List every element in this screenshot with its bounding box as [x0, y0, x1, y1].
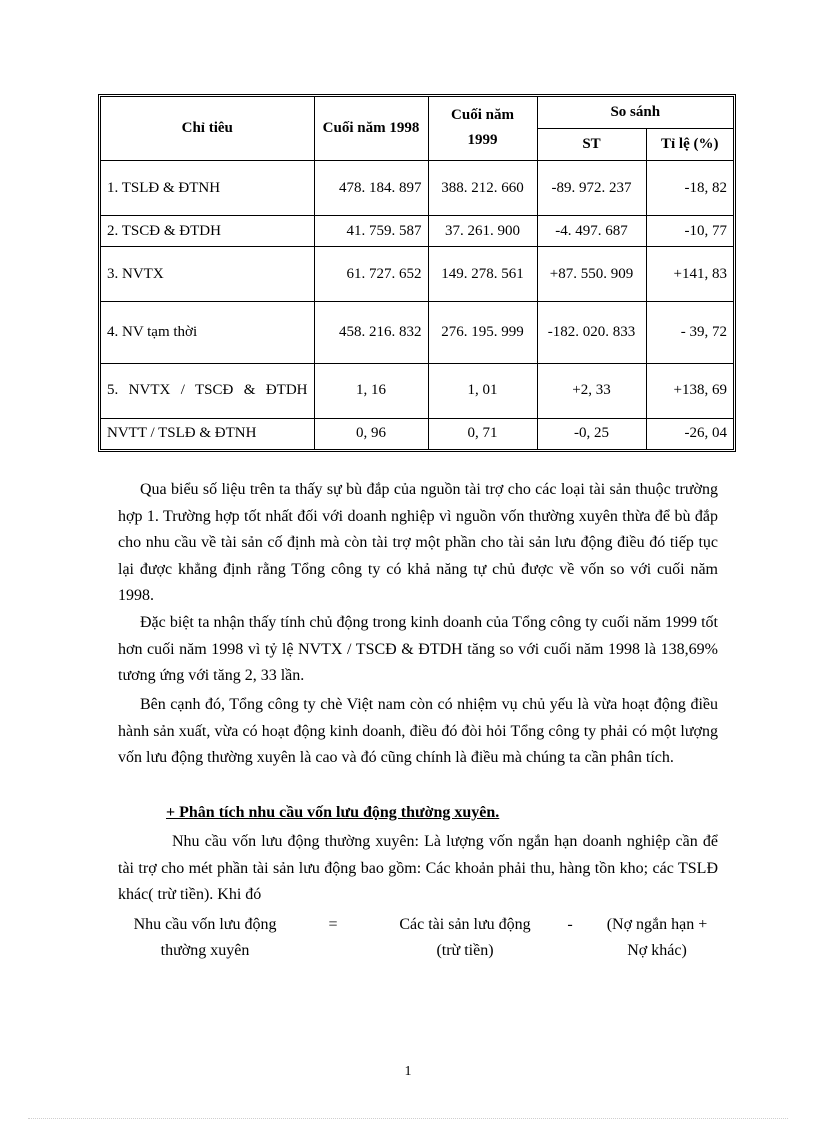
cell-1998: 61. 727. 652	[314, 246, 428, 301]
formula-term2-line1: (Nợ ngắn hạn +	[606, 916, 708, 933]
row-label: 1. TSLĐ & ĐTNH	[101, 160, 314, 215]
cell-1998: 478. 184. 897	[314, 160, 428, 215]
table-row	[101, 216, 733, 247]
cell-st: -182. 020. 833	[537, 302, 646, 363]
cell-1998: 1, 16	[314, 363, 428, 418]
paragraph-2-text: Đặc biệt ta nhận thấy tính chủ động trong kinh doanh của Tổng công ty cuối năm 1999 tốt hơn cuối năm 1998 vì tỷ lệ NVTX / TSCĐ & ĐTDH tăng so với cuối năm 1998 là 138,69% tương ứng với tăng 2, 33 lần.	[118, 614, 718, 684]
cell-1998: 0, 96	[314, 418, 428, 449]
header-1998: Cuối năm 1998	[314, 97, 428, 160]
cell-st: -4. 497. 687	[537, 216, 646, 247]
paragraph-3-text: Bên cạnh đó, Tổng công ty chè Việt nam còn có nhiệm vụ chủ yếu là vừa hoạt động điều hành sản xuất, vừa có hoạt động kinh doanh, điều đó đòi hỏi Tổng công ty phải có một lượng vốn lưu động thường xuyên là cao và đó cũng chính là điều mà chúng ta cần phân tích.	[118, 696, 718, 766]
formula-equals: =	[328, 916, 338, 933]
row-label: 5. NVTX / TSCĐ & ĐTDH	[101, 363, 314, 418]
cell-1999: 149. 278. 561	[428, 246, 537, 301]
cell-pct: +138, 69	[646, 363, 733, 418]
row-label: 4. NV tạm thời	[101, 302, 314, 363]
cell-pct: -26, 04	[646, 418, 733, 449]
formula-lhs-line1: Nhu cầu vốn lưu động	[133, 916, 277, 933]
formula-term1-line2: (trừ tiền)	[436, 942, 494, 959]
table-row	[101, 302, 733, 363]
formula-lhs	[110, 912, 300, 964]
header-chi-tieu: Chỉ tiêu	[101, 97, 314, 160]
table-row	[101, 363, 733, 418]
paragraph-3	[118, 692, 718, 772]
cell-st: -0, 25	[537, 418, 646, 449]
section-heading: + Phân tích nhu cầu vốn lưu động thường xuyên.	[166, 804, 500, 821]
formula-minus: -	[567, 916, 573, 933]
page-number: 1	[404, 1064, 412, 1079]
formula-term1-line1: Các tài sản lưu động	[399, 916, 531, 933]
comparison-table	[98, 94, 736, 452]
header-1999: Cuối năm 1999	[428, 97, 537, 160]
cell-1999: 37. 261. 900	[428, 216, 537, 247]
table-row	[101, 246, 733, 301]
table-row	[101, 160, 733, 215]
table-row	[101, 418, 733, 449]
row-label: 2. TSCĐ & ĐTDH	[101, 216, 314, 247]
cell-st: -89. 972. 237	[537, 160, 646, 215]
row-label: NVTT / TSLĐ & ĐTNH	[101, 418, 314, 449]
cell-1999: 0, 71	[428, 418, 537, 449]
formula-term1	[380, 912, 550, 964]
cell-st: +2, 33	[537, 363, 646, 418]
cell-pct: -10, 77	[646, 216, 733, 247]
formula-term2	[592, 912, 722, 964]
section-paragraph-text: Nhu cầu vốn lưu động thường xuyên: Là lượng vốn ngắn hạn doanh nghiệp cần để tài trợ cho mét phần tài sản lưu động bao gồm: Các khoản phải thu, hàng tồn kho; các TSLĐ khác( trừ tiền). Khi đó	[118, 833, 718, 903]
cell-st: +87. 550. 909	[537, 246, 646, 301]
paragraph-1-text: Qua biểu số liệu trên ta thấy sự bù đắp của nguồn tài trợ cho các loại tài sản thuộc trường hợp 1. Trường hợp tốt nhất đối với doanh nghiệp vì nguồn vốn thường xuyên thừa để bù đắp cho nhu cầu về tài sản cố định mà còn tài trợ một phần cho tài sản lưu động điều đó tiếp tục lại được khẳng định rằng Tổng công ty có khả năng tự chủ được về vốn so với cuối năm 1998.	[118, 481, 718, 604]
formula-term2-line2: Nợ khác)	[627, 942, 687, 959]
page-bottom-divider	[28, 1118, 788, 1119]
row-label: 3. NVTX	[101, 246, 314, 301]
formula-lhs-line2: thường xuyên	[160, 942, 250, 959]
header-so-sanh: So sánh	[537, 97, 733, 129]
cell-1999: 388. 212. 660	[428, 160, 537, 215]
header-st: ST	[537, 129, 646, 161]
cell-pct: +141, 83	[646, 246, 733, 301]
cell-pct: -18, 82	[646, 160, 733, 215]
paragraph-1	[118, 477, 718, 610]
paragraph-2	[118, 610, 718, 690]
cell-1999: 276. 195. 999	[428, 302, 537, 363]
cell-1998: 458. 216. 832	[314, 302, 428, 363]
cell-1998: 41. 759. 587	[314, 216, 428, 247]
section-paragraph	[118, 829, 718, 909]
table-header-row	[101, 97, 733, 129]
comparison-table-grid	[101, 97, 733, 449]
header-ti-le: Tỉ lệ (%)	[646, 129, 733, 161]
cell-1999: 1, 01	[428, 363, 537, 418]
cell-pct: - 39, 72	[646, 302, 733, 363]
